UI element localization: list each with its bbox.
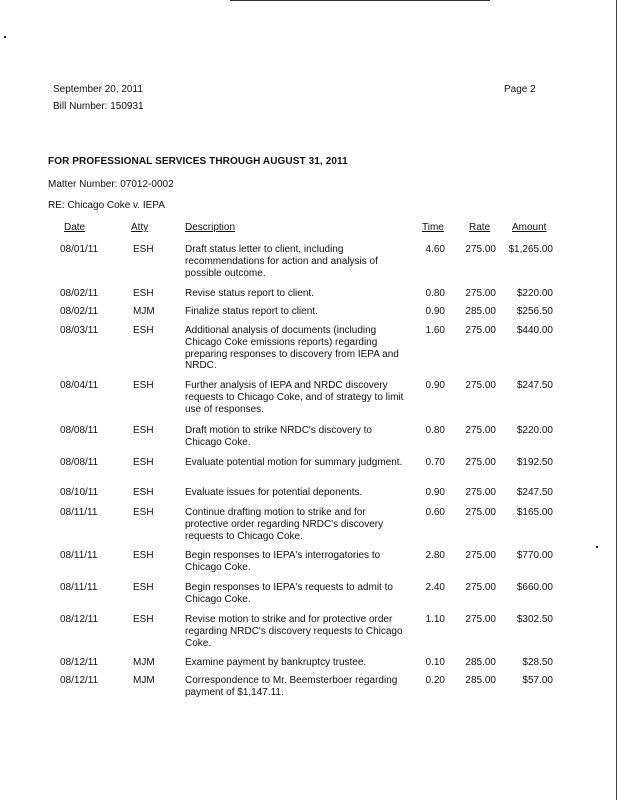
time-entry bbox=[0, 582, 619, 605]
entry-date: 08/12/11 bbox=[60, 675, 99, 686]
entry-amount: $192.50 bbox=[516, 457, 553, 468]
entry-time: 4.60 bbox=[425, 244, 445, 255]
entry-amount: $247.50 bbox=[516, 380, 553, 391]
column-header-amount: Amount bbox=[512, 222, 547, 233]
entry-date: 08/12/11 bbox=[60, 614, 99, 625]
entry-atty: ESH bbox=[133, 244, 154, 255]
entry-rate: 275.00 bbox=[465, 325, 496, 336]
entry-time: 0.60 bbox=[425, 507, 445, 518]
entry-time: 0.80 bbox=[425, 425, 445, 436]
time-entry bbox=[0, 550, 619, 573]
entry-rate: 275.00 bbox=[465, 425, 496, 436]
time-entry bbox=[0, 288, 619, 299]
time-entry bbox=[0, 457, 619, 468]
scan-edge-right bbox=[616, 0, 617, 800]
entry-atty: ESH bbox=[133, 614, 154, 625]
entry-description: Begin responses to IEPA's requests to admit to Chicago Coke. bbox=[185, 582, 393, 605]
re-text: Chicago Coke v. IEPA bbox=[67, 200, 165, 211]
entry-rate: 275.00 bbox=[465, 487, 496, 498]
entry-atty: MJM bbox=[133, 306, 155, 317]
entry-amount: $770.00 bbox=[516, 550, 553, 561]
bill-number-label: Bill Number: bbox=[53, 101, 108, 112]
column-header-description: Description bbox=[185, 222, 236, 233]
entry-amount: $302.50 bbox=[516, 614, 553, 625]
entry-rate: 285.00 bbox=[465, 306, 496, 317]
time-entry bbox=[0, 614, 619, 649]
time-entry bbox=[0, 675, 619, 698]
entry-rate: 275.00 bbox=[465, 614, 496, 625]
entry-atty: ESH bbox=[133, 425, 154, 436]
entry-date: 08/11/11 bbox=[60, 550, 98, 561]
time-entry bbox=[0, 657, 619, 668]
entry-atty: ESH bbox=[133, 582, 154, 593]
entry-description: Correspondence to Mr. Beemsterboer regarding payment of $1,147.11. bbox=[185, 675, 398, 698]
entry-rate: 275.00 bbox=[465, 244, 496, 255]
entry-atty: ESH bbox=[133, 487, 154, 498]
entry-time: 0.90 bbox=[425, 487, 445, 498]
entry-date: 08/02/11 bbox=[60, 306, 99, 317]
entry-amount: $165.00 bbox=[516, 507, 553, 518]
entry-description: Revise motion to strike and for protective order regarding NRDC's discovery requests to Chicago Coke. bbox=[185, 614, 403, 649]
entry-time: 0.10 bbox=[425, 657, 445, 668]
time-entry bbox=[0, 306, 619, 317]
column-header-atty: Atty bbox=[131, 222, 149, 233]
entry-description: Begin responses to IEPA's interrogatories to Chicago Coke. bbox=[185, 550, 381, 573]
entry-amount: $1,265.00 bbox=[508, 244, 553, 255]
scan-speck bbox=[4, 36, 6, 38]
matter-number-value: 07012-0002 bbox=[120, 179, 174, 190]
entry-rate: 275.00 bbox=[465, 550, 496, 561]
entry-time: 1.10 bbox=[425, 614, 445, 625]
scan-edge-top bbox=[230, 0, 490, 1]
entry-rate: 275.00 bbox=[465, 507, 496, 518]
entry-time: 1.60 bbox=[425, 325, 445, 336]
entry-date: 08/10/11 bbox=[60, 487, 99, 498]
re-line bbox=[48, 200, 165, 211]
matter-number-label: Matter Number: bbox=[48, 179, 118, 190]
entry-amount: $256.50 bbox=[516, 306, 553, 317]
entry-atty: ESH bbox=[133, 550, 154, 561]
entry-date: 08/08/11 bbox=[60, 457, 99, 468]
entry-atty: ESH bbox=[133, 325, 154, 336]
entry-amount: $220.00 bbox=[516, 288, 553, 299]
entry-time: 2.40 bbox=[425, 582, 445, 593]
entry-date: 08/02/11 bbox=[60, 288, 99, 299]
entry-date: 08/08/11 bbox=[60, 425, 99, 436]
time-entry bbox=[0, 425, 619, 448]
entry-amount: $28.50 bbox=[522, 657, 553, 668]
entry-time: 0.90 bbox=[425, 306, 445, 317]
entry-description: Examine payment by bankruptcy trustee. bbox=[185, 657, 367, 668]
entry-date: 08/04/11 bbox=[60, 380, 99, 391]
entry-amount: $247.50 bbox=[516, 487, 553, 498]
services-heading: FOR PROFESSIONAL SERVICES THROUGH AUGUST 31, 2011 bbox=[48, 156, 348, 167]
entry-date: 08/11/11 bbox=[60, 507, 98, 518]
entry-time: 0.80 bbox=[425, 288, 445, 299]
column-header-date: Date bbox=[64, 222, 86, 233]
entry-amount: $660.00 bbox=[516, 582, 553, 593]
entry-description: Draft motion to strike NRDC's discovery to Chicago Coke. bbox=[185, 425, 372, 448]
entry-atty: MJM bbox=[133, 657, 155, 668]
entry-description: Draft status letter to client, including recommendations for action and analysis of possible outcome. bbox=[185, 244, 378, 279]
entry-rate: 285.00 bbox=[465, 657, 496, 668]
time-entry bbox=[0, 325, 619, 372]
entry-description: Evaluate issues for potential deponents. bbox=[185, 487, 363, 498]
entry-rate: 285.00 bbox=[465, 675, 496, 686]
column-header-time: Time bbox=[422, 222, 444, 233]
time-entry bbox=[0, 244, 619, 279]
entry-amount: $440.00 bbox=[516, 325, 553, 336]
time-entry bbox=[0, 380, 619, 415]
entry-time: 0.20 bbox=[425, 675, 445, 686]
entry-description: Further analysis of IEPA and NRDC discovery requests to Chicago Coke, and of strategy to limit use of responses. bbox=[185, 380, 404, 415]
entry-atty: ESH bbox=[133, 288, 154, 299]
entry-time: 0.70 bbox=[425, 457, 445, 468]
entry-time: 2.80 bbox=[425, 550, 445, 561]
entry-description: Evaluate potential motion for summary judgment. bbox=[185, 457, 403, 468]
matter-number bbox=[48, 179, 174, 190]
column-header-rate: Rate bbox=[469, 222, 491, 233]
entry-date: 08/11/11 bbox=[60, 582, 98, 593]
re-label: RE: bbox=[48, 200, 65, 211]
entry-atty: ESH bbox=[133, 380, 154, 391]
scan-speck bbox=[596, 546, 598, 548]
entry-time: 0.90 bbox=[425, 380, 445, 391]
time-entry bbox=[0, 487, 619, 498]
entry-atty: ESH bbox=[133, 507, 154, 518]
entry-description: Revise status report to client. bbox=[185, 288, 314, 299]
entry-rate: 275.00 bbox=[465, 582, 496, 593]
bill-number-value: 150931 bbox=[110, 101, 144, 112]
entry-amount: $220.00 bbox=[516, 425, 553, 436]
entry-rate: 275.00 bbox=[465, 380, 496, 391]
time-entry bbox=[0, 507, 619, 542]
entry-atty: MJM bbox=[133, 675, 155, 686]
bill-number bbox=[53, 101, 144, 112]
entry-description: Finalize status report to client. bbox=[185, 306, 318, 317]
entry-amount: $57.00 bbox=[522, 675, 553, 686]
entry-description: Continue drafting motion to strike and for protective order regarding NRDC's discovery requests to Chicago Coke. bbox=[185, 507, 384, 542]
entry-date: 08/01/11 bbox=[60, 244, 99, 255]
entry-description: Additional analysis of documents (including Chicago Coke emissions reports) regarding preparing responses to discovery from IEPA and NRDC. bbox=[185, 325, 399, 372]
entry-atty: ESH bbox=[133, 457, 154, 468]
entry-rate: 275.00 bbox=[465, 457, 496, 468]
bill-date: September 20, 2011 bbox=[53, 84, 143, 95]
page-number: Page 2 bbox=[504, 84, 536, 95]
entry-date: 08/12/11 bbox=[60, 657, 99, 668]
entry-date: 08/03/11 bbox=[60, 325, 99, 336]
entry-rate: 275.00 bbox=[465, 288, 496, 299]
